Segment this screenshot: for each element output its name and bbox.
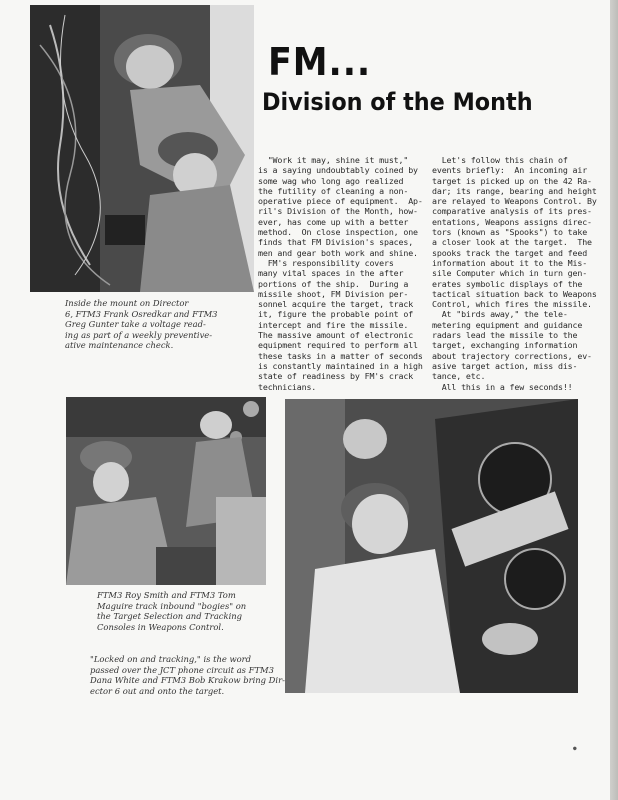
body-column-1: "Work it may, shine it must," is a saying undoubtably coined by some wag who long ago realized the futility of cleaning a non- operative piece of equipment. Ap- ril's Division of the Month, how- ever, has come up with a better method. On close inspection, one finds that FM Division's spaces, men and gear both work and shine. FM's responsibility covers many vital spaces in the after portions of the ship. During a missile shoot, FM Division per- sonnel acquire the target, track it, figure the probable point of intercept and fire the missile. The massive amount of electronic equipment required to perform all these tasks in a matter of seconds is constantly maintained in a high state of readiness by FM's crack technicians. xyxy=(258,155,423,392)
photo-console-operator xyxy=(285,399,578,693)
photo-director-mount xyxy=(30,5,254,292)
caption-director-mount: Inside the mount on Director 6, FTM3 Frank Osredkar and FTM3 Greg Gunter take a voltage read- ing as part of a weekly preventive- ative maintenance check. xyxy=(65,298,218,351)
body-column-2: Let's follow this chain of events briefly: An incoming air target is picked up on the 42 Ra- dar; its range, bearing and height are relayed to Weapons Control. By comparative analysis of its pres- entations, Weapons assigns direc- tors (known as "Spooks") to take a closer look at the target. The spooks track the target and feed information about it to the Mis- sile Computer which in turn gen- erates symbolic displays of the tactical situation back to Weapons Control, which fires the missile. At "birds away," the tele- metering equipment and guidance radars lead the missile to the target, exchanging information about trajectory corrections, ev- asive target action, miss dis- tance, etc. All this in a few seconds!! xyxy=(432,155,597,392)
caption-weapons-control: FTM3 Roy Smith and FTM3 Tom Maguire track inbound "bogies" on the Target Selection and Tracking Consoles in Weapons Control. xyxy=(97,590,247,632)
page-fold-edge xyxy=(610,0,618,800)
article-title-fm: FM... xyxy=(268,40,372,84)
article-title: Division of the Month xyxy=(262,88,533,116)
page-speck: ● xyxy=(573,745,577,752)
photo-weapons-control xyxy=(66,397,266,585)
caption-director-tracking: "Locked on and tracking," is the word passed over the JCT phone circuit as FTM3 Dana White and FTM3 Bob Krakow bring Dir- ector 6 out and onto the target. xyxy=(90,654,285,696)
